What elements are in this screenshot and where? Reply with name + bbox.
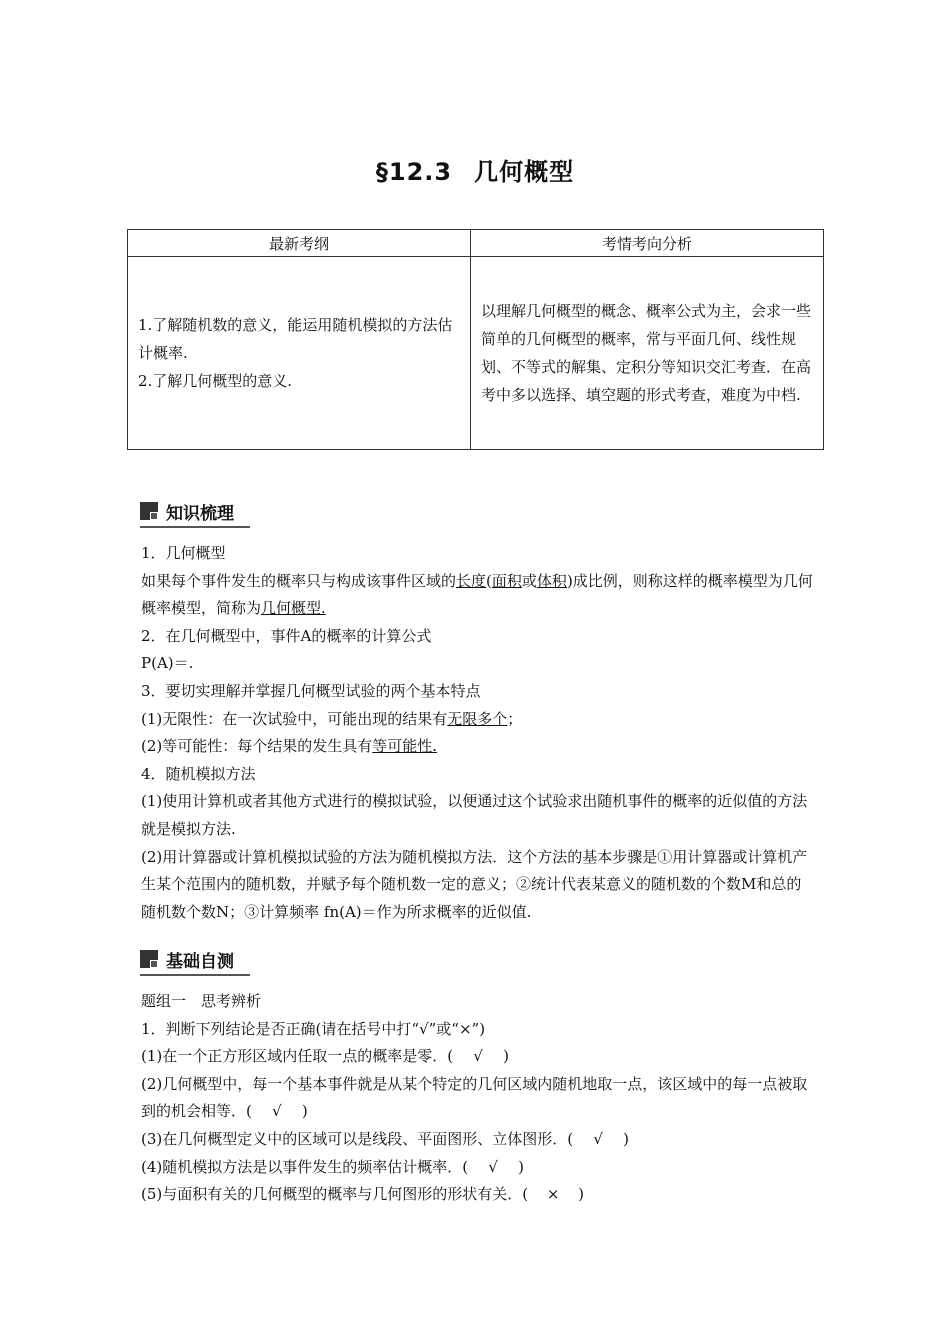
section-number: §12.3 (375, 158, 453, 186)
selftest-body (141, 988, 813, 1209)
answer-mark: √ (593, 1129, 603, 1148)
outline-table (127, 229, 824, 450)
section-marker-icon (140, 502, 158, 520)
paragraph-title: 4．随机模拟方法 (141, 764, 256, 783)
section-heading-text: 基础自测 (166, 951, 234, 972)
section-name: 几何概型 (474, 158, 575, 186)
judgement-item: (4)随机模拟方法是以事件发生的频率估计概率．( √ ) (141, 1154, 813, 1182)
judgement-item: (1)在一个正方形区域内任取一点的概率是零．( √ ) (141, 1043, 813, 1071)
paragraph: (2)用计算器或计算机模拟试验的方法为随机模拟方法．这个方法的基本步骤是①用计算器或计算机产生某个范围内的随机数，并赋予每个随机数一定的意义；②统计代表某意义的随机数的个数M和总的随机数个数N；③计算频率 fn(A)＝作为所求概率的近似值. (141, 847, 808, 921)
section-heading-knowledge (140, 498, 234, 524)
outline-header-right: 考情考向分析 (471, 230, 824, 257)
section-heading-text: 知识梳理 (166, 503, 234, 524)
outline-header-left: 最新考纲 (128, 230, 471, 257)
answer-mark: √ (272, 1102, 282, 1121)
outline-right-cell: 以理解几何概型的概念、概率公式为主，会求一些简单的几何概型的概率，常与平面几何、线性规划、不等式的解集、定积分等知识交汇考查．在高考中多以选择、填空题的形式考查，难度为中档. (471, 257, 824, 450)
paragraph-title: 1．几何概型 (141, 544, 226, 562)
judgement-item: (2)几何概型中，每一个基本事件就是从某个特定的几何区域内随机地取一点，该区域中的每一点被取到的机会相等．( √ ) (141, 1071, 813, 1126)
section-marker-icon (140, 950, 158, 968)
paragraph: (2)等可能性：每个结果的发生具有等可能性. (141, 737, 438, 756)
question-group: 题组一 思考辨析 (141, 992, 262, 1010)
answer-mark: √ (473, 1047, 483, 1066)
paragraph: (1)无限性：在一次试验中，可能出现的结果有无限多个； (141, 709, 523, 728)
paragraph-title: 3．要切实理解并掌握几何概型试验的两个基本特点 (141, 681, 481, 700)
question: 1．判断下列结论是否正确(请在括号中打“√”或“×”) (141, 1019, 486, 1038)
outline-left-item: 2.了解几何概型的意义. (138, 372, 293, 390)
section-heading-selftest (140, 946, 234, 972)
outline-left-cell (128, 257, 471, 450)
judgement-item: (5)与面积有关的几何概型的概率与几何图形的形状有关．( × ) (141, 1181, 813, 1209)
answer-mark: × (546, 1185, 560, 1204)
paragraph: 如果每个事件发生的概率只与构成该事件区域的长度(面积或体积)成比例，则称这样的概率模型为几何概率模型，简称为几何概型. (141, 571, 813, 618)
outline-left-item: 1.了解随机数的意义，能运用随机模拟的方法估计概率. (138, 316, 453, 362)
paragraph: (1)使用计算机或者其他方式进行的模拟试验，以便通过这个试验求出随机事件的概率的近似值的方法就是模拟方法. (141, 792, 808, 838)
answer-mark: √ (488, 1157, 498, 1176)
judgement-item: (3)在几何概型定义中的区域可以是线段、平面图形、立体图形．( √ ) (141, 1126, 813, 1154)
page-title (0, 152, 950, 187)
knowledge-body (141, 540, 813, 926)
paragraph-title: 2．在几何概型中，事件A的概率的计算公式 (141, 626, 432, 645)
formula: P(A)＝. (141, 654, 194, 673)
